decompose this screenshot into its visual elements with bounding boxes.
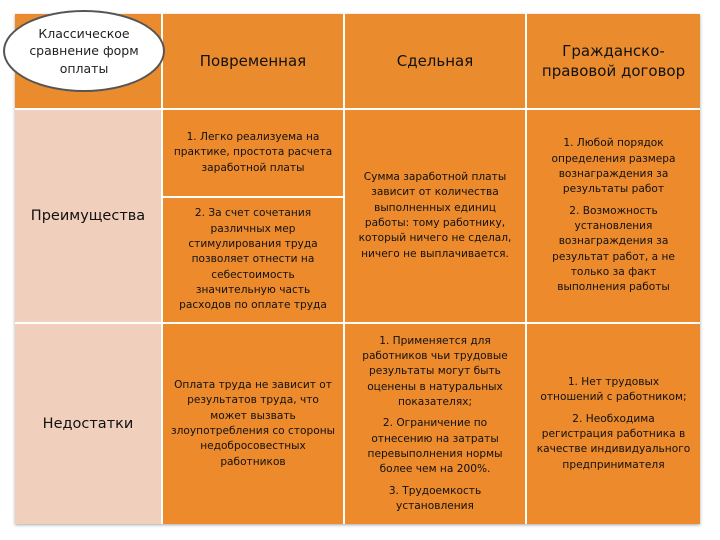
corner-title: Классическое сравнение форм оплаты	[29, 25, 139, 76]
header-time-based: Повременная	[163, 14, 343, 108]
header-civil-contract: Гражданско-правовой договор	[527, 14, 700, 108]
adv-time-2: 2. За счет сочетания различных мер стимулирования труда позволяет отнести на себестоимость значительную часть расходов по оплате труда	[163, 198, 343, 322]
dis-civil-cell	[527, 324, 700, 524]
row-label-advantages: Преимущества	[15, 110, 161, 322]
row-label-disadvantages: Недостатки	[15, 324, 161, 524]
dis-piece-2: 2. Ограничение по отнесению на затраты перевыполнения нормы более чем на 200%.	[367, 417, 503, 476]
comparison-table	[15, 14, 700, 524]
adv-civil-cell	[527, 110, 700, 322]
adv-time-1: 1. Легко реализуема на практике, простота расчета заработной платы	[163, 110, 343, 196]
adv-civil-1: 1. Любой порядок определения размера вознаграждения за результаты работ	[551, 137, 676, 196]
corner-title-ellipse	[3, 10, 165, 92]
dis-piece-3: 3. Трудоемкость установления	[388, 484, 482, 513]
dis-civil-2: 2. Необходима регистрация работника в качестве индивидуального предпринимателя	[536, 412, 691, 471]
dis-civil-1: 1. Нет трудовых отношений с работником;	[540, 375, 687, 404]
header-piece-rate: Сдельная	[345, 14, 525, 108]
adv-time-cell	[163, 110, 343, 322]
adv-piece: Сумма заработной платы зависит от количества выполненных единиц работы: тому работнику, который ничего не сделал, ничего не выплачивается.	[345, 110, 525, 322]
adv-civil-2: 2. Возможность установления вознаграждения за результат работ, а не только за факт выполнения работы	[552, 204, 675, 294]
dis-piece-cell	[345, 324, 525, 524]
dis-piece-1: 1. Применяется для работников чьи трудовые результаты могут быть оценены в натуральных показателях;	[362, 334, 508, 408]
dis-time: Оплата труда не зависит от результатов труда, что может вызвать злоупотребления со стороны недобросовестных работников	[163, 324, 343, 524]
